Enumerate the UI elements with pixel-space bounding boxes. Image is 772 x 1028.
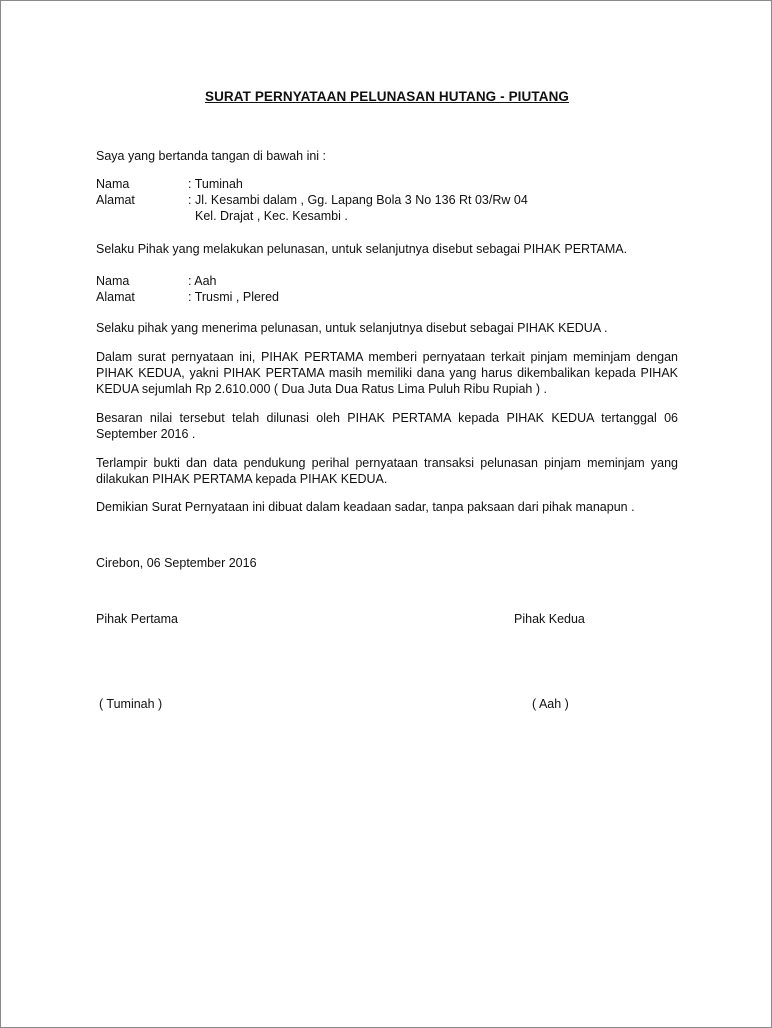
- place-date: Cirebon, 06 September 2016: [96, 556, 257, 570]
- party2-address-value: : Trusmi , Plered: [188, 290, 279, 304]
- intro-text: Saya yang bertanda tangan di bawah ini :: [96, 149, 327, 163]
- party2-role-text: Selaku pihak yang menerima pelunasan, untuk selanjutnya disebut sebagai PIHAK KEDUA .: [96, 321, 608, 335]
- party1-address-label: Alamat: [96, 193, 135, 207]
- payment-paragraph: Besaran nilai tersebut telah dilunasi oleh PIHAK PERTAMA kepada PIHAK KEDUA tertanggal 06 September 2016 .: [96, 411, 678, 441]
- party1-address-line1: : Jl. Kesambi dalam , Gg. Lapang Bola 3 No 136 Rt 03/Rw 04: [188, 193, 528, 207]
- closing-paragraph: Demikian Surat Pernyataan ini dibuat dalam keadaan sadar, tanpa paksaan dari pihak manapun .: [96, 500, 635, 514]
- second-party-label: Pihak Kedua: [514, 612, 585, 626]
- party2-address-label: Alamat: [96, 290, 135, 304]
- statement-paragraph: Dalam surat pernyataan ini, PIHAK PERTAMA memberi pernyataan terkait pinjam meminjam dengan PIHAK KEDUA, yakni PIHAK PERTAMA masih memiliki dana yang harus dikembalikan kepada PIHAK KEDUA sejumlah Rp 2.610.000 ( Dua Juta Dua Ratus Lima Puluh Ribu Rupiah ) .: [96, 350, 678, 396]
- document-title: SURAT PERNYATAAN PELUNASAN HUTANG - PIUTANG: [204, 89, 570, 104]
- party1-role-text: Selaku Pihak yang melakukan pelunasan, untuk selanjutnya disebut sebagai PIHAK PERTAMA.: [96, 242, 628, 256]
- attachment-paragraph: Terlampir bukti dan data pendukung perihal pernyataan transaksi pelunasan pinjam meminjam yang dilakukan PIHAK PERTAMA kepada PIHAK KEDUA.: [96, 456, 678, 486]
- first-party-signature-name: ( Tuminah ): [99, 697, 163, 711]
- first-party-label: Pihak Pertama: [96, 612, 178, 626]
- party1-name-label: Nama: [96, 177, 130, 191]
- party1-address-line2: Kel. Drajat , Kec. Kesambi .: [195, 209, 348, 223]
- party1-name-value: : Tuminah: [188, 177, 243, 191]
- second-party-signature-name: ( Aah ): [532, 697, 569, 711]
- party2-name-value: : Aah: [188, 274, 217, 288]
- party2-name-label: Nama: [96, 274, 130, 288]
